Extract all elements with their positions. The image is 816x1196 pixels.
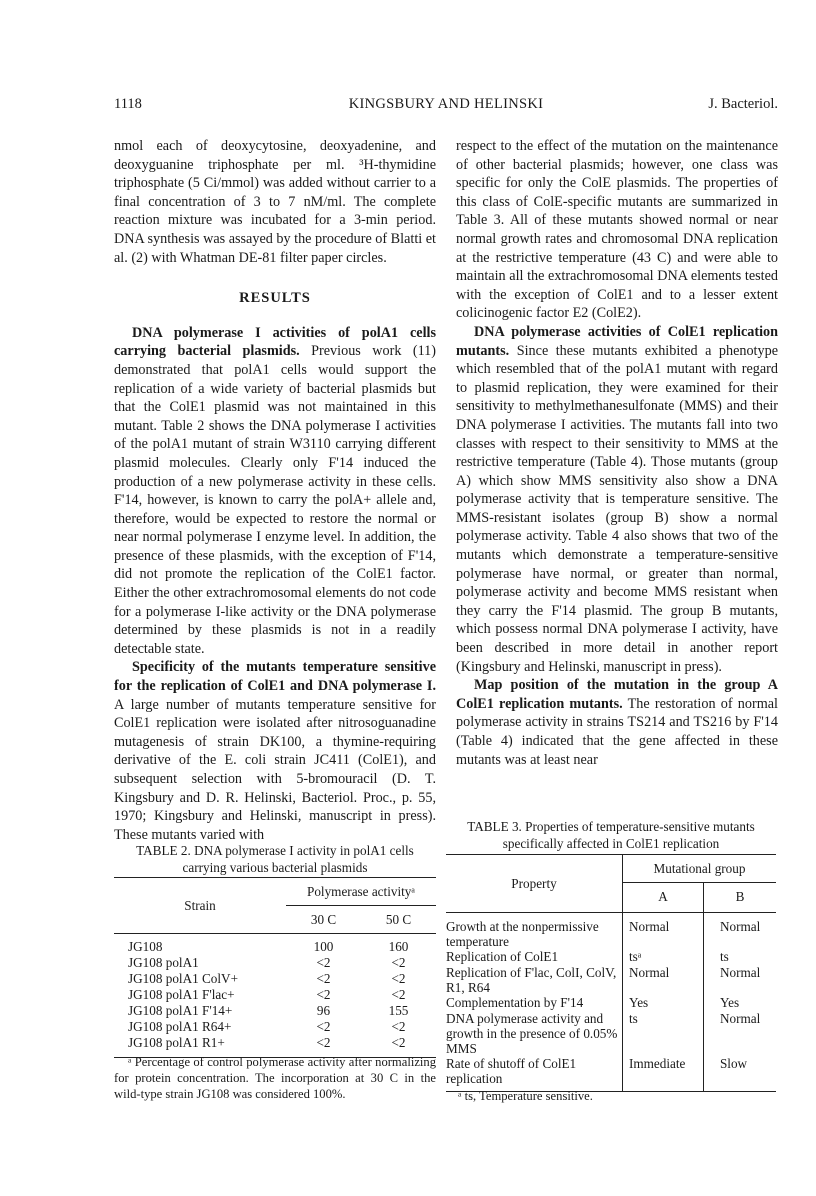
table-row bbox=[446, 995, 776, 1011]
table3-value-cell: Immediate bbox=[623, 1056, 704, 1092]
table3-header-a: A bbox=[623, 883, 704, 913]
table2-value-cell: <2 bbox=[316, 1019, 331, 1034]
table2-value-cell: <2 bbox=[391, 1019, 406, 1034]
table-row bbox=[114, 987, 436, 1003]
table-row bbox=[114, 955, 436, 971]
table2-footnote: ᵃ Percentage of control polymerase activity after normalizing for protein concentration. The incorporation at 30 C in the wild-type strain JG108 was considered 100%. bbox=[114, 1055, 436, 1101]
table3-value-cell: Normal bbox=[623, 913, 704, 950]
left-column bbox=[114, 137, 436, 844]
table3-value-cell: Normal bbox=[719, 965, 761, 980]
table3-property-cell: Growth at the nonpermissive temperature bbox=[446, 913, 623, 950]
table3-value-cell: Normal bbox=[623, 965, 704, 995]
table2-header-50c: 50 C bbox=[361, 906, 436, 934]
table2-value-cell: <2 bbox=[391, 971, 406, 986]
paragraph-text: Since these mutants exhibited a phenotype which resembled that of the polA1 mutant with regard to plasmid replication, they were examined for their sensitivity to methylmethanesulfonate (MMS) and their DNA polymerase I activities. The mutants fall into two classes with respect to their sensitivity to MMS at the restrictive temperature (Table 4). Those mutants (group A) which show MMS sensitivity also show a DNA polymerase activity that is temperature sensitive. The MMS-resistant isolates (group B) show a normal polymerase activity. Table 4 also shows that two of the mutants which demonstrate a temperature-sensitive polymerase have normal, or greater than normal, polymerase activity and become MMS resistant when they carry the F'14 plasmid. The group B mutants, which possess normal DNA polymerase I activity, have been described in more detail in another report (Kingsbury and Helinski, manuscript in press). bbox=[456, 342, 778, 675]
paragraph-map-position bbox=[456, 676, 778, 769]
table2-strain-cell: JG108 polA1 F'lac+ bbox=[128, 987, 235, 1002]
table2-value-cell: <2 bbox=[286, 1035, 361, 1058]
methods-continuation: nmol each of deoxycytosine, deoxyadenine, and deoxyguanine triphosphate per ml. ³H-thymidine triphosphate (5 Ci/mmol) was added without carrier to a final concentration of 3 to 7 nM/ml. The complete reaction mixture was incubated for a 3-min period. DNA synthesis was assayed by the procedure of Blatti et al. (2) with Whatman DE-81 filter paper circles. bbox=[114, 138, 436, 266]
table2-value-cell: <2 bbox=[361, 1035, 436, 1058]
table3 bbox=[446, 854, 776, 1092]
table3-value-cell: ts bbox=[623, 1011, 704, 1056]
journal-name: J. Bacteriol. bbox=[708, 96, 778, 112]
table-row bbox=[446, 965, 776, 995]
table3-footnote: ᵃ ts, Temperature sensitive. bbox=[458, 1089, 593, 1103]
table2-header-30c: 30 C bbox=[286, 906, 361, 934]
table2-strain-cell: JG108 polA1 F'14+ bbox=[128, 1003, 233, 1018]
table2-header-polymerase: Polymerase activityᵃ bbox=[286, 878, 436, 906]
table2-strain-cell: JG108 bbox=[128, 939, 163, 954]
table2-caption: TABLE 2. DNA polymerase I activity in polA1 cells carrying various bacterial plasmids bbox=[136, 843, 414, 875]
run-in-heading: Map position of the mutation in the group A ColE1 replication mutants. bbox=[456, 677, 778, 712]
table-row bbox=[114, 1003, 436, 1019]
table3-value-cell: Yes bbox=[719, 995, 740, 1010]
table2-value-cell: 96 bbox=[316, 1003, 331, 1018]
table-row bbox=[114, 971, 436, 987]
table3-property-cell: Complementation by F'14 bbox=[446, 995, 623, 1011]
table-row bbox=[446, 913, 776, 950]
table2-strain-cell: JG108 polA1 R1+ bbox=[114, 1035, 286, 1058]
table3-value-cell: tsᵃ bbox=[623, 949, 704, 965]
table-row bbox=[114, 934, 436, 956]
table3-value-cell: Normal bbox=[719, 1011, 761, 1026]
paragraph-text: A large number of mutants temperature sensitive for ColE1 replication were isolated after nitrosoguanadine mutagenesis of strain DK100, a thymine-requiring derivative of the E. coli strain JC411 (ColE1), and subsequent selection with 5-bromouracil (D. T. Kingsbury and D. R. Helinski, Bacteriol. Proc., p. 55, 1970; Kingsbury and Helinski, manuscript in press). These mutants varied with bbox=[114, 696, 436, 843]
table2-strain-cell: JG108 polA1 bbox=[128, 955, 199, 970]
right-column bbox=[456, 137, 778, 769]
table3-value-cell: Slow bbox=[703, 1056, 776, 1092]
table3-value-cell: ts bbox=[719, 949, 729, 964]
run-in-heading: Specificity of the mutants temperature sensitive for the replication of ColE1 and DNA polymerase I. bbox=[114, 659, 436, 695]
table2-value-cell: <2 bbox=[316, 987, 331, 1002]
paragraph-text: Previous work (11) demonstrated that polA1 cells would support the replication of a wide variety of bacterial plasmids but that the ColE1 plasmid was not maintained in this mutant. Table 2 shows the DNA polymerase I activities of the polA1 mutant of strain W3110 carrying different plasmid molecules. Clearly only F'14 induced the production of a new polymerase activity in these cells. F'14, however, is known to carry the polA+ allele and, therefore, would be expected to restore the normal or near normal polymerase I enzyme level. In addition, the presence of these plasmids, with the exception of F'14, did not promote the replication of the ColE1 factor. Either the other extrachromosomal elements do not code for a polymerase I-like activity or the DNA polymerase determined by these plasmids is not in a readily detectable state. bbox=[114, 343, 436, 657]
results-heading: RESULTS bbox=[239, 290, 311, 307]
run-in-heading: DNA polymerase I activities of polA1 cells carrying bacterial plasmids. bbox=[114, 324, 436, 360]
table3-header-b: B bbox=[703, 883, 776, 913]
paragraph-continuation: respect to the effect of the mutation on the maintenance of other bacterial plasmids; however, one class was specific for only the ColE plasmids. The properties of this class of ColE-specific mutants are summarized in Table 3. All of these mutants showed normal or near normal growth rates and chromosomal DNA replication at the restrictive temperature (43 C) and were able to maintain all the extrachromosomal DNA elements tested with the exception of ColE1 and to a lesser extent colicinogenic factor E2 (ColE2). bbox=[456, 138, 778, 322]
page-number: 1118 bbox=[114, 96, 142, 112]
table2-value-cell: 160 bbox=[388, 939, 409, 954]
table2-value-cell: <2 bbox=[391, 955, 406, 970]
table3-property-cell: Rate of shutoff of ColE1 replication bbox=[446, 1056, 623, 1092]
paragraph-pola1 bbox=[114, 324, 436, 659]
table2-value-cell: 155 bbox=[388, 1003, 409, 1018]
table-row bbox=[446, 949, 776, 965]
table3-header-property: Property bbox=[446, 855, 623, 913]
table2-header-strain: Strain bbox=[114, 878, 286, 934]
table2-strain-cell: JG108 polA1 R64+ bbox=[128, 1019, 232, 1034]
table-row bbox=[446, 1011, 776, 1056]
table2 bbox=[114, 877, 436, 1058]
running-header bbox=[114, 96, 778, 118]
table2-value-cell: 100 bbox=[313, 939, 334, 954]
table2-strain-cell: JG108 polA1 ColV+ bbox=[128, 971, 239, 986]
table3-header-group: Mutational group bbox=[623, 855, 777, 883]
paragraph-text: The restoration of normal polymerase activity in strains TS214 and TS216 by F'14 (Table 4) indicated that the gene affected in these mutants was at least near bbox=[456, 695, 778, 768]
table-row bbox=[114, 1019, 436, 1035]
running-authors: KINGSBURY AND HELINSKI bbox=[348, 96, 544, 112]
table3-value-cell: Yes bbox=[623, 995, 704, 1011]
table3-property-cell: DNA polymerase activity and growth in the presence of 0.05% MMS bbox=[446, 1011, 623, 1056]
table3-value-cell: Normal bbox=[719, 919, 761, 934]
table3-property-cell: Replication of ColE1 bbox=[446, 949, 623, 965]
paragraph-polymerase bbox=[456, 323, 778, 676]
run-in-heading: DNA polymerase activities of ColE1 replication mutants. bbox=[456, 323, 778, 359]
table3-property-cell: Replication of F'lac, ColI, ColV, R1, R64 bbox=[446, 965, 623, 995]
table-row bbox=[446, 1056, 776, 1092]
table3-caption: TABLE 3. Properties of temperature-sensitive mutants specifically affected in ColE1 replication bbox=[467, 819, 755, 851]
table2-value-cell: <2 bbox=[391, 987, 406, 1002]
paragraph-specificity bbox=[114, 658, 436, 844]
table2-value-cell: <2 bbox=[316, 971, 331, 986]
table2-value-cell: <2 bbox=[316, 955, 331, 970]
